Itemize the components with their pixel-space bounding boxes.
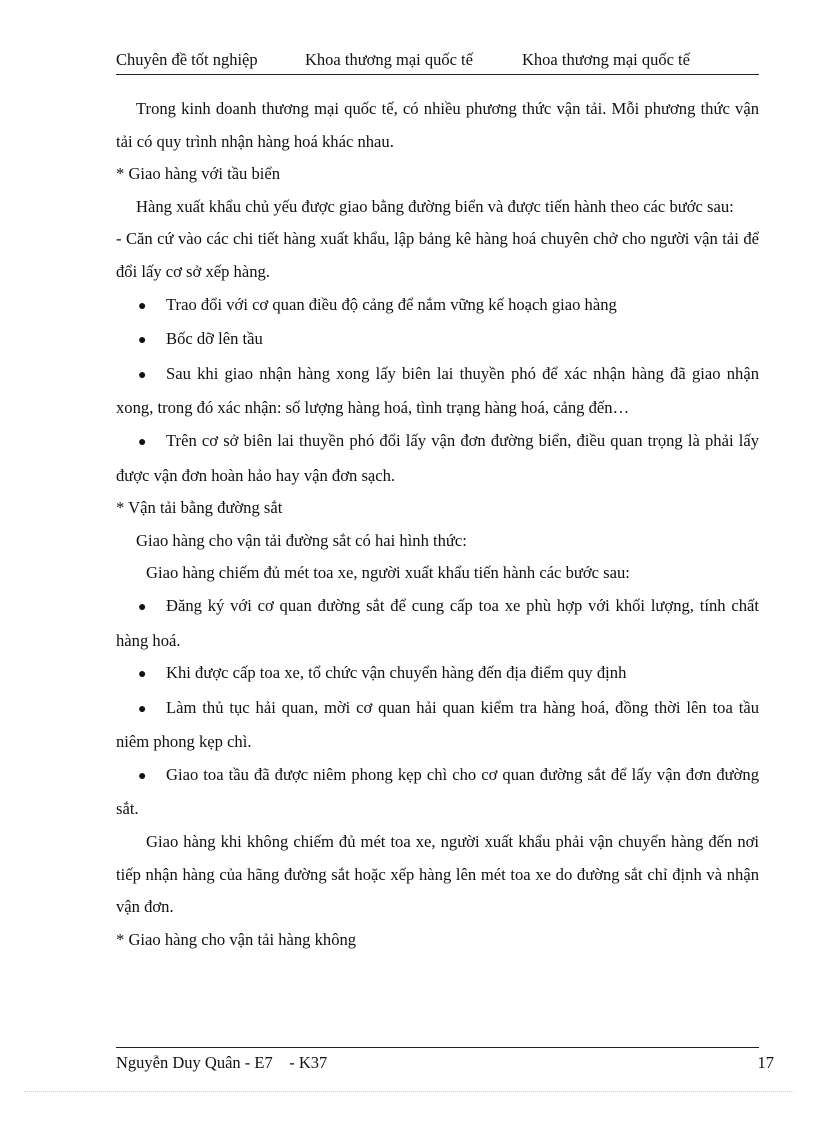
list-item-text: Khi được cấp toa xe, tổ chức vận chuyển hàng đến địa điểm quy định [166,663,627,683]
list-item-text: Đăng ký với cơ quan đường sắt để cung cấp toa xe phù hợp với khối lượng, tính chất hàng hoá. [116,595,759,650]
list-item [116,590,759,657]
bullet-icon: ● [138,599,147,615]
air-heading: * Giao hàng cho vận tải hàng không [116,929,357,949]
intro-paragraph: Trong kinh doanh thương mại quốc tế, có nhiều phương thức vận tải. Mỗi phương thức vận tải có quy trình nhận hàng hoá khác nhau. [116,99,759,151]
list-item [116,425,759,492]
rail-intro-paragraph: Giao hàng cho vận tải đường sắt có hai hình thức: [136,530,467,550]
list-item [116,657,759,692]
page-number: 17 [757,1053,774,1072]
rail-full-car-paragraph: Giao hàng chiếm đủ mét toa xe, người xuất khẩu tiến hành các bước sau: [146,563,630,583]
list-item-text: Giao toa tầu đã được niêm phong kẹp chì cho cơ quan đường sắt để lấy vận đơn đường sắt. [116,764,759,819]
sea-step-paragraph: - Căn cứ vào các chi tiết hàng xuất khẩu, lập bảng kê hàng hoá chuyên chở cho người vận tải để đổi lấy cơ sở xếp hàng. [116,229,759,281]
header-faculty-1: Khoa thương mại quốc tế [305,50,473,69]
list-item-text: Sau khi giao nhận hàng xong lấy biên lai thuyền phó để xác nhận hàng đã giao nhận xong, trong đó xác nhận: số lượng hàng hoá, tình trạng hàng hoá, cảng đến… [116,363,759,418]
sea-intro-paragraph: Hàng xuất khẩu chủ yếu được giao bằng đường biển và được tiến hành theo các bước sau: [136,196,734,216]
sea-heading: * Giao hàng với tầu biển [116,164,281,184]
bullet-icon: ● [138,333,147,349]
footer-author: Nguyễn Duy Quân - E7 - K37 [116,1053,328,1072]
page-header [116,50,759,75]
list-item [116,289,759,324]
list-item-text: Bốc dỡ lên tầu [166,329,263,349]
header-faculty-2: Khoa thương mại quốc tế [522,50,690,69]
list-item-text: Trao đổi với cơ quan điều độ cảng để nắm vững kế hoạch giao hàng [166,294,617,314]
page-edge-divider [24,1091,794,1092]
header-title: Chuyên đề tốt nghiệp [116,50,258,69]
rail-heading: * Vận tải bằng đường sắt [116,498,283,518]
list-item [116,323,759,358]
bullet-icon: ● [138,298,147,314]
rail-partial-car-paragraph: Giao hàng khi không chiếm đủ mét toa xe, người xuất khẩu phải vận chuyển hàng đến nơi tiếp nhận hàng của hãng đường sắt hoặc xếp hàng lên mét toa xe do đường sắt chỉ định và nhận vận đơn. [116,832,759,917]
bullet-icon: ● [138,434,147,450]
bullet-icon: ● [138,367,147,383]
list-item [116,358,759,425]
document-body [116,93,759,956]
bullet-icon: ● [138,701,147,717]
list-item [116,759,759,826]
bullet-icon: ● [138,768,147,784]
list-item-text: Trên cơ sở biên lai thuyền phó đổi lấy vận đơn đường biển, điều quan trọng là phải lấy được vận đơn hoàn hảo hay vận đơn sạch. [116,430,759,485]
list-item [116,692,759,759]
bullet-icon: ● [138,667,147,683]
list-item-text: Làm thủ tục hải quan, mời cơ quan hải quan kiểm tra hàng hoá, đồng thời lên toa tầu niêm phong kẹp chì. [116,697,759,752]
footer-divider [116,1047,759,1048]
